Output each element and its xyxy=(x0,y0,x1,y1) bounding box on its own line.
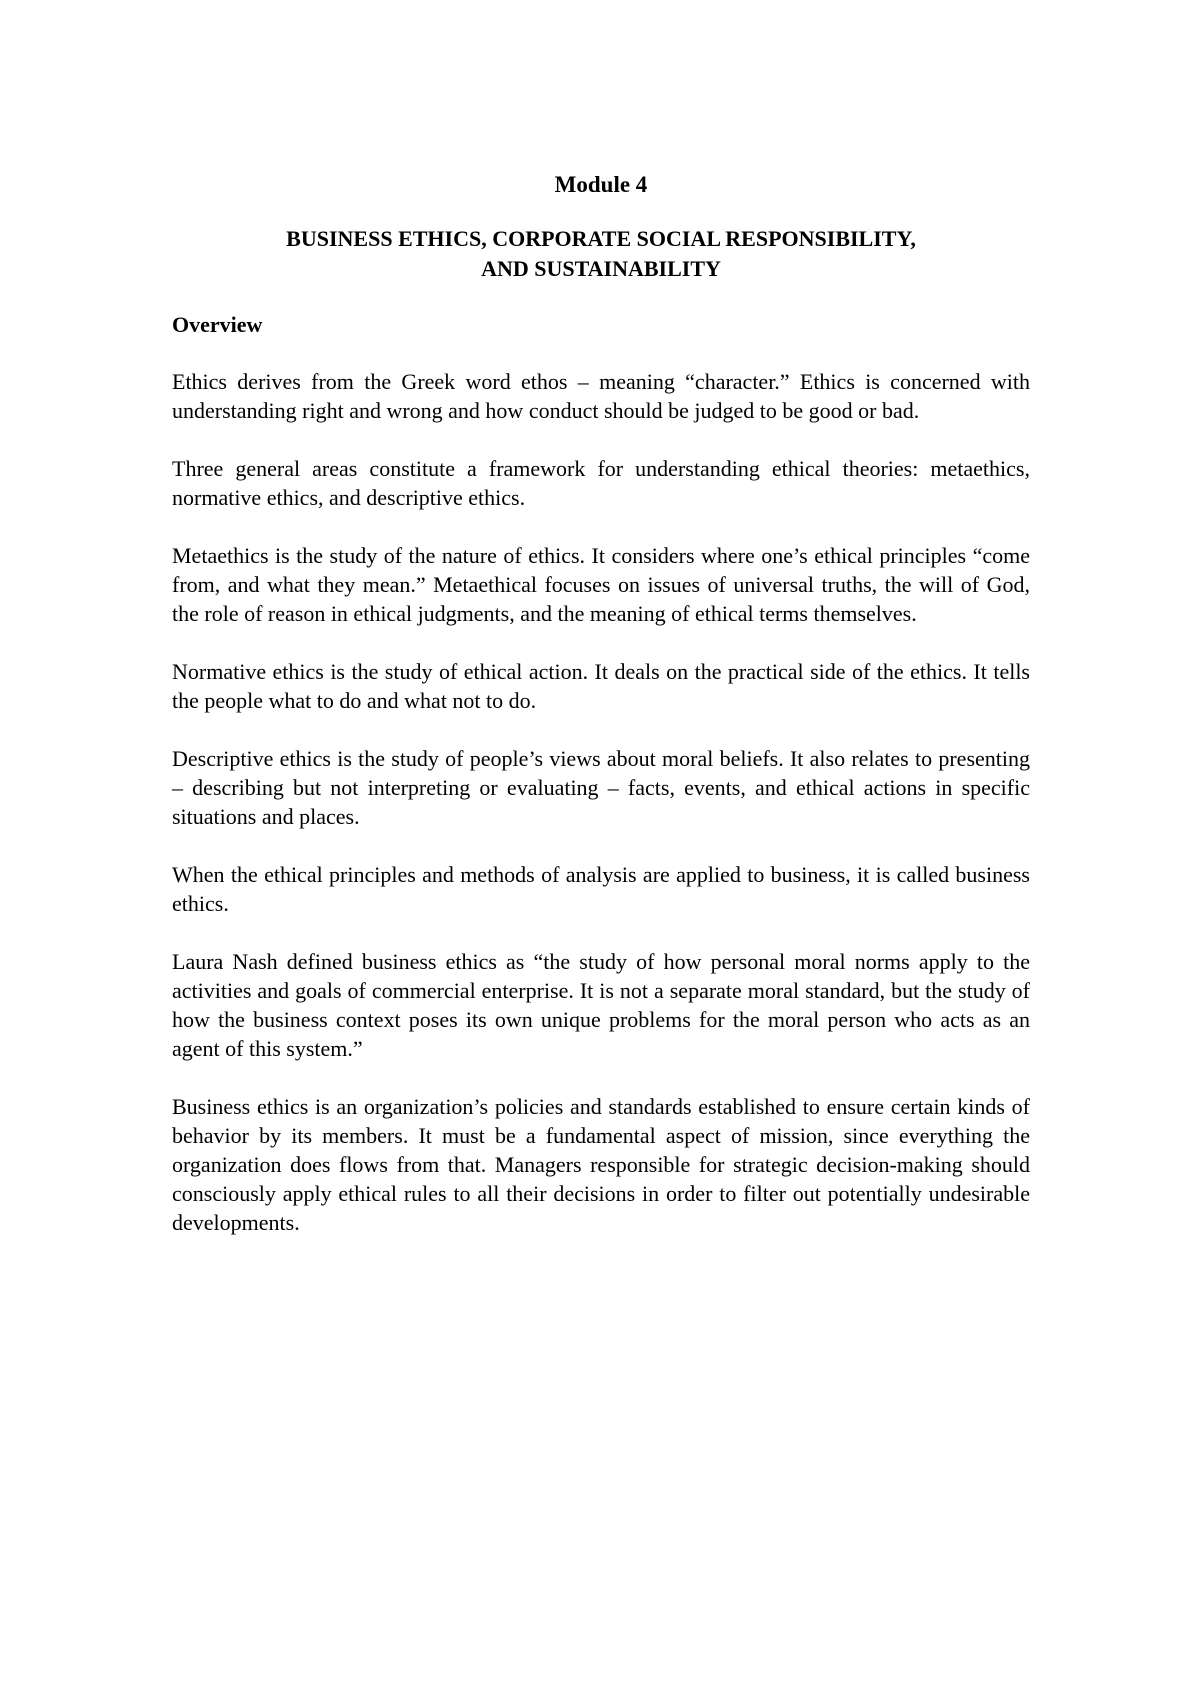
paragraph-descriptive-ethics: Descriptive ethics is the study of people’s views about moral beliefs. It also relates to presenting – describing but not interpreting or evaluating – facts, events, and ethical actions in specific situations and places. xyxy=(172,746,1030,829)
paragraph-metaethics: Metaethics is the study of the nature of ethics. It considers where one’s ethical principles “come from, and what they mean.” Metaethical focuses on issues of universal truths, the will of God, the role of reason in ethical judgments, and the meaning of ethical terms themselves. xyxy=(172,543,1030,626)
paragraph-ethical-framework: Three general areas constitute a framework for understanding ethical theories: metaethics, normative ethics, and descriptive ethics. xyxy=(172,456,1030,510)
paragraph-laura-nash: Laura Nash defined business ethics as “the study of how personal moral norms apply to the activities and goals of commercial enterprise. It is not a separate moral standard, but the study of how the business context poses its own unique problems for the moral person who acts as an agent of this system.” xyxy=(172,949,1030,1061)
section-heading-overview: Overview xyxy=(172,312,263,337)
paragraph-business-ethics: When the ethical principles and methods of analysis are applied to business, it is called business ethics. xyxy=(172,862,1030,916)
paragraph-normative-ethics: Normative ethics is the study of ethical action. It deals on the practical side of the ethics. It tells the people what to do and what not to do. xyxy=(172,659,1030,713)
paragraph-ethics-definition: Ethics derives from the Greek word ethos – meaning “character.” Ethics is concerned with understanding right and wrong and how conduct should be judged to be good or bad. xyxy=(172,369,1030,423)
title-line-1: BUSINESS ETHICS, CORPORATE SOCIAL RESPONSIBILITY, xyxy=(286,226,916,251)
document-title xyxy=(172,224,1030,284)
paragraph-organization-policies: Business ethics is an organization’s policies and standards established to ensure certain kinds of behavior by its members. It must be a fundamental aspect of mission, since everything the organization does flows from that. Managers responsible for strategic decision-making should consciously apply ethical rules to all their decisions in order to filter out potentially undesirable developments. xyxy=(172,1094,1030,1235)
module-label: Module 4 xyxy=(554,172,648,197)
title-line-2: AND SUSTAINABILITY xyxy=(481,256,721,281)
document-page xyxy=(172,170,1030,1266)
